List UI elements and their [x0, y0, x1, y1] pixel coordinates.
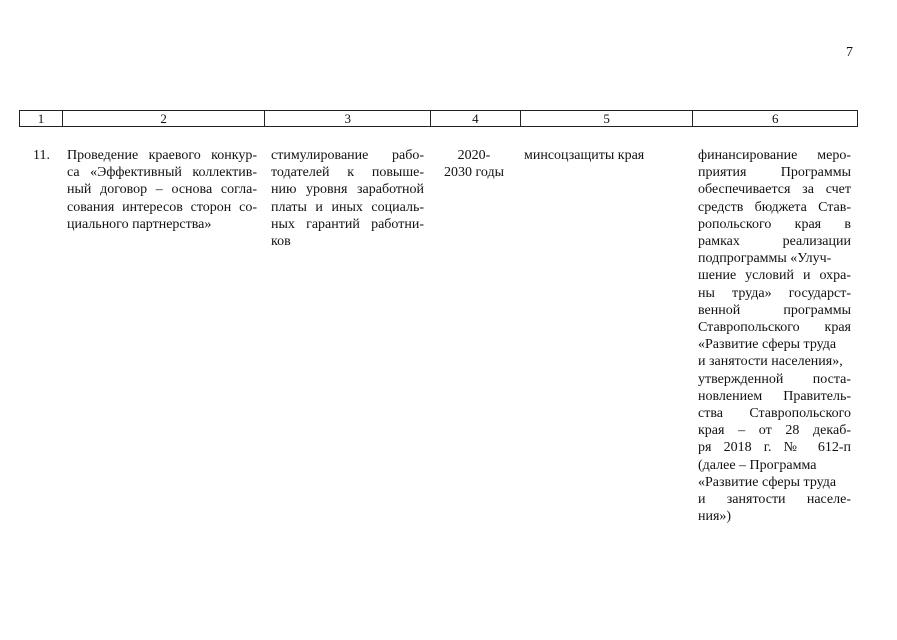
financing-cell: [698, 147, 851, 525]
financing-line: ния»): [698, 509, 732, 525]
period-line: 2020-: [457, 148, 491, 163]
executor-cell: минсоцзащиты края: [524, 148, 645, 163]
page-number: 7: [846, 45, 853, 60]
financing-line: подпрограммы «Улуч-: [698, 251, 832, 267]
column-number-3: 3: [265, 111, 431, 126]
financing-line: Ставропольского края: [698, 320, 851, 336]
event-line: са «Эффективный коллектив-: [67, 165, 257, 181]
goal-line: платы и иных социаль-: [271, 199, 424, 215]
event-line: циального партнерства»: [67, 216, 212, 232]
financing-line: «Развитие сферы труда: [698, 474, 837, 490]
financing-line: рамках реализации: [698, 234, 851, 250]
event-line: Проведение краевого конкур-: [67, 148, 257, 163]
goal-line: ков: [271, 234, 291, 250]
financing-line: финансирование меро-: [698, 148, 851, 163]
financing-line: ря 2018 г. № 612-п: [698, 440, 851, 456]
financing-line: обеспечивается за счет: [698, 182, 851, 198]
financing-line: и занятости населения»,: [698, 354, 843, 370]
column-number-1: 1: [20, 111, 63, 126]
table-header-row: [19, 110, 858, 127]
column-number-5: 5: [521, 111, 694, 126]
goal-line: тодателей к повыше-: [271, 165, 424, 181]
financing-line: средств бюджета Став-: [698, 199, 851, 215]
column-number-2: 2: [63, 111, 266, 126]
goal-line: ных гарантий работни-: [271, 216, 424, 232]
financing-line: утвержденной поста-: [698, 371, 851, 387]
financing-line: края – от 28 декаб-: [698, 423, 851, 439]
financing-line: ропольского края в: [698, 216, 851, 232]
period-cell: [432, 147, 516, 181]
financing-line: и занятости населе-: [698, 492, 851, 508]
period-line: 2030 годы: [443, 165, 505, 181]
event-line: ный договор – основа согла-: [67, 182, 257, 198]
goal-line: нию уровня заработной: [271, 182, 424, 198]
financing-line: венной программы: [698, 302, 851, 318]
financing-line: ства Ставропольского: [698, 406, 851, 422]
financing-line: приятия Программы: [698, 165, 851, 181]
financing-line: новлением Правитель-: [698, 388, 851, 404]
financing-line: шение условий и охра-: [698, 268, 851, 284]
column-number-4: 4: [431, 111, 521, 126]
financing-line: ны труда» государст-: [698, 285, 851, 301]
goal-cell: [271, 147, 424, 250]
goal-line: стимулирование рабо-: [271, 148, 424, 163]
financing-line: «Развитие сферы труда: [698, 337, 837, 353]
row-number: 11.: [33, 148, 50, 163]
financing-line: (далее – Программа: [698, 457, 817, 473]
event-name-cell: [67, 147, 257, 233]
column-number-6: 6: [771, 111, 779, 126]
event-line: сования интересов сторон со-: [67, 199, 257, 215]
